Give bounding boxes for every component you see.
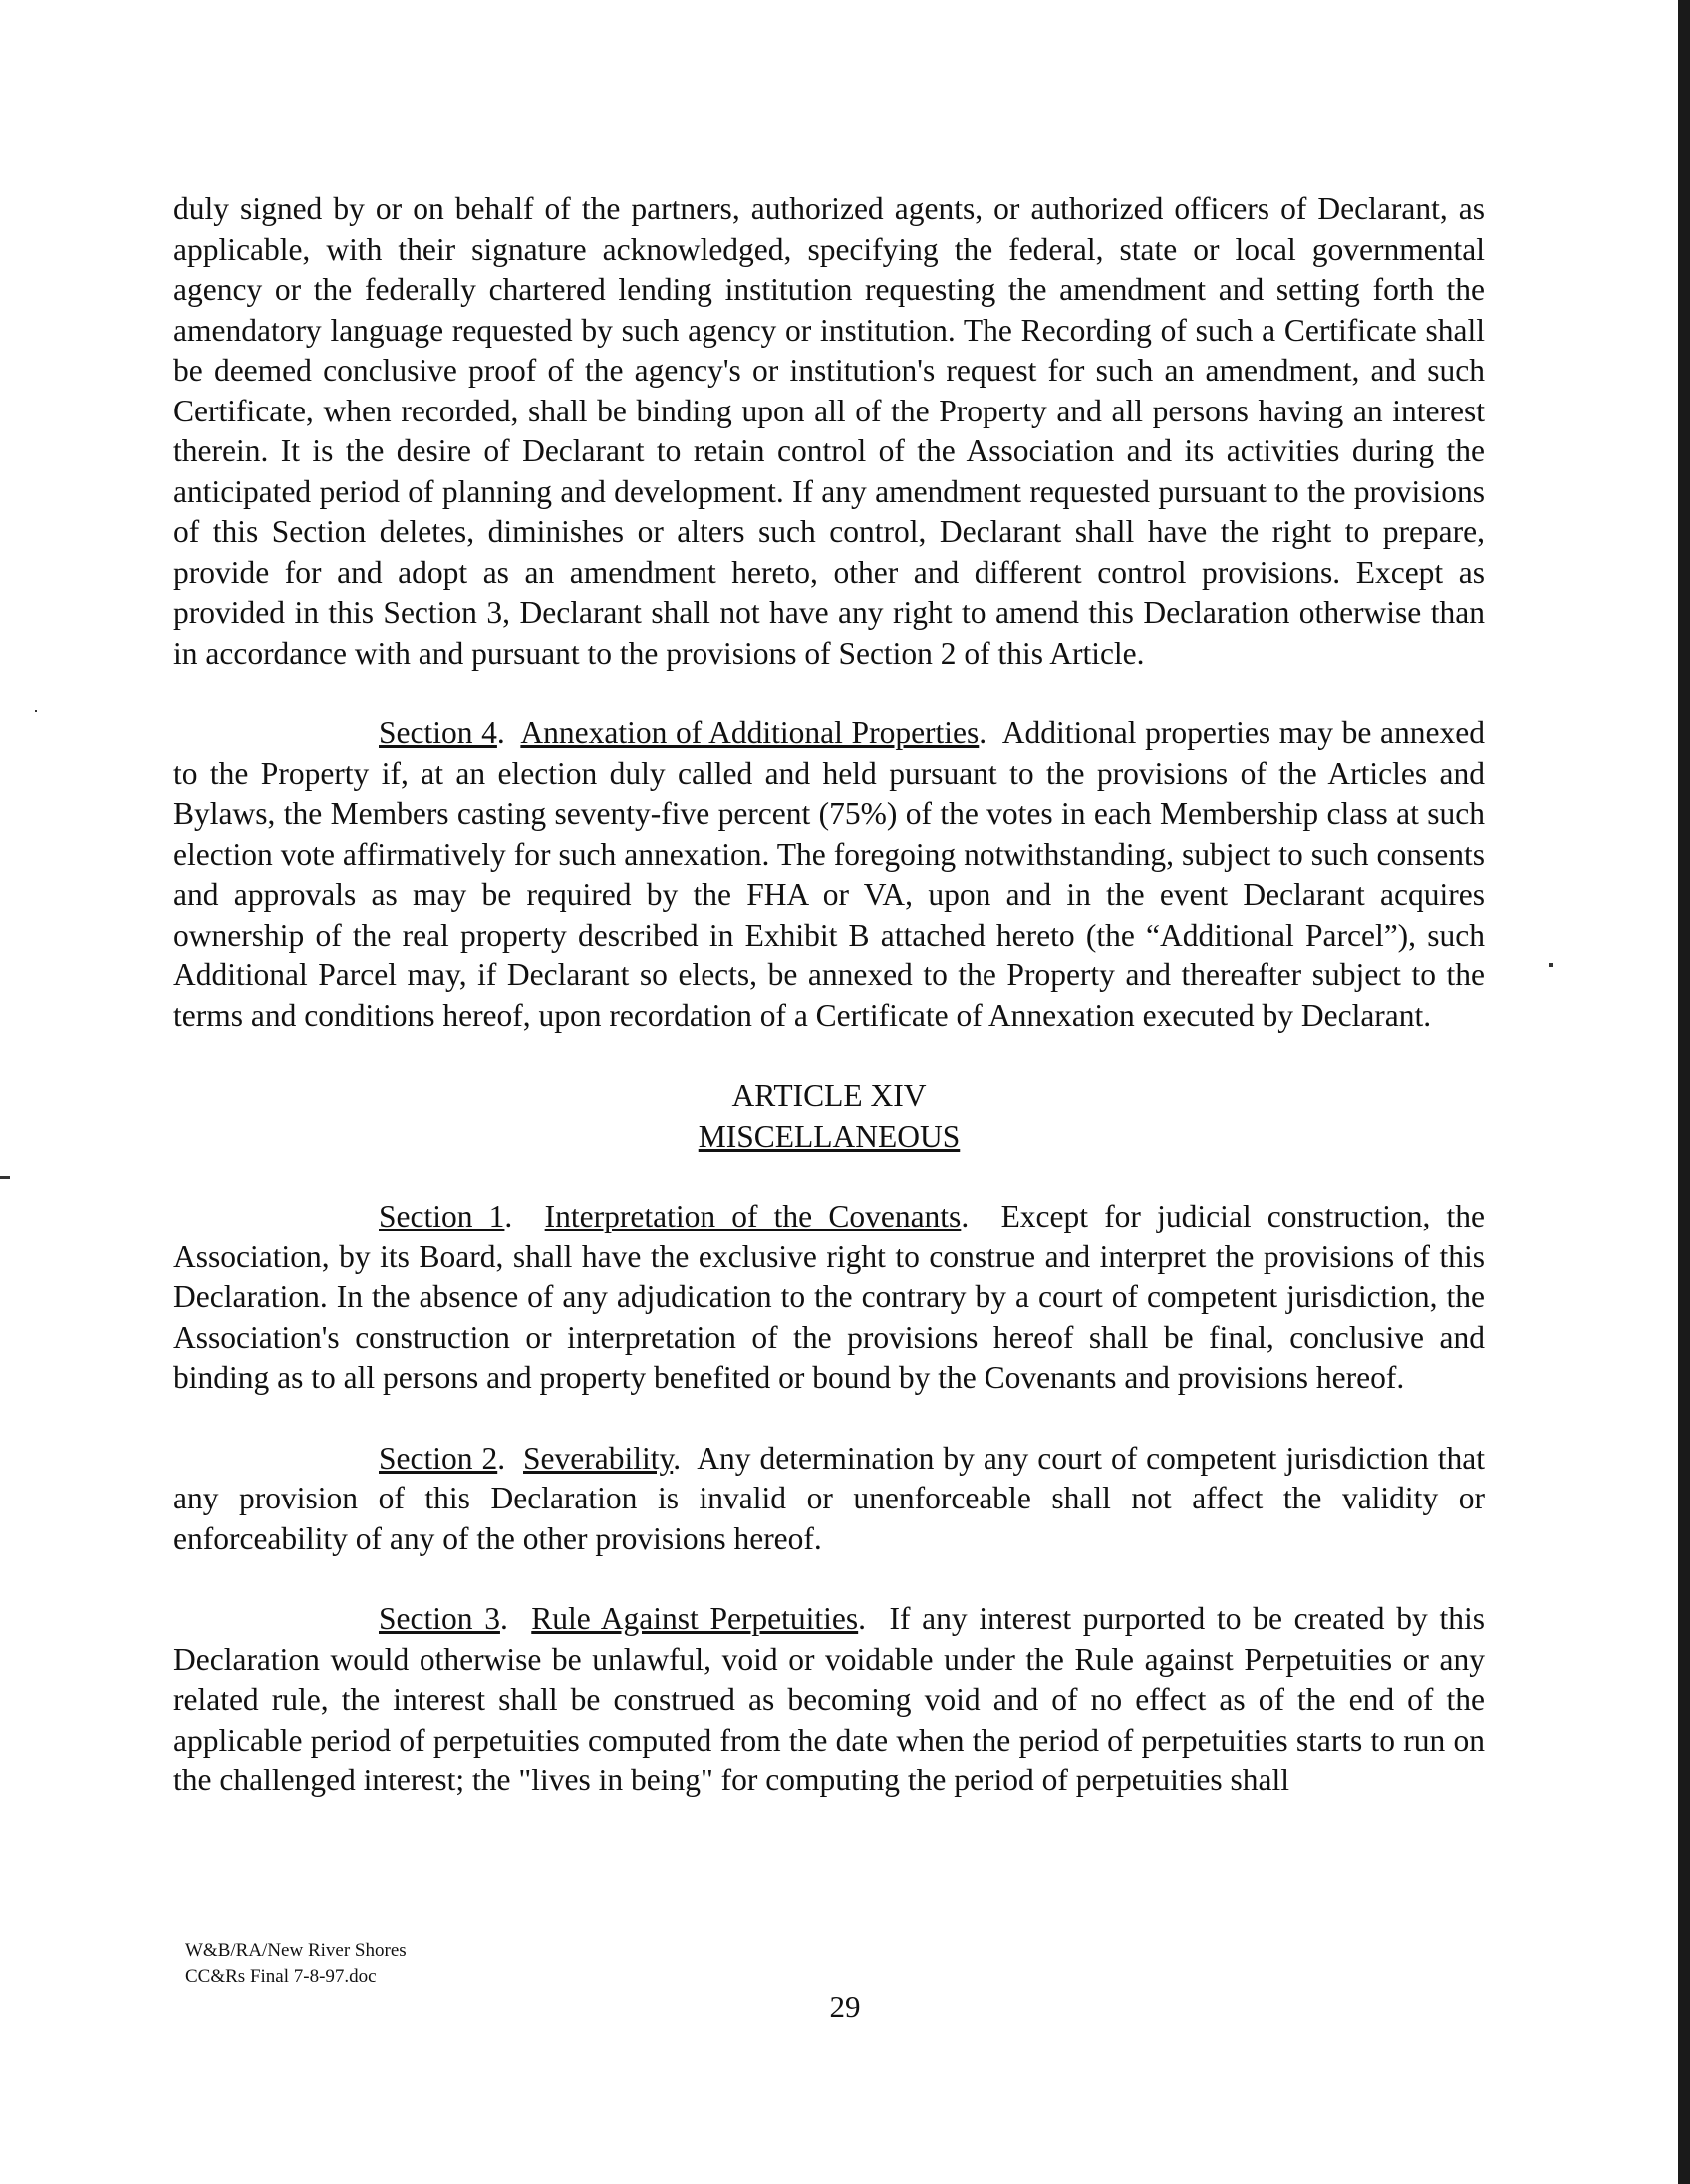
section-2-severability: Section 2. Severability. Any determination by any court of competent jurisdiction that any provision of this Declaration is invalid or unenforceable shall not affect the validity or enforceability of any of the other provisions hereof. [173, 1440, 1485, 1556]
article-title: MISCELLANEOUS [698, 1118, 961, 1154]
section-number: Section 3 [379, 1601, 500, 1636]
scan-speck [1549, 963, 1553, 967]
section-4-annexation: Section 4. Annexation of Additional Properties. Additional properties may be annexed to the Property if, at an election duly called and held pursuant to the provisions of the Articles and Bylaws, the Members casting seventy-five percent (75%) of the votes in each Membership class at such election vote affirmatively for such annexation. The foregoing notwithstanding, subject to such consents and approvals as may be required by the FHA or VA, upon and in the event Declarant acquires ownership of the real property described in Exhibit B attached hereto (the “Additional Parcel”), such Additional Parcel may, if Declarant so elects, be annexed to the Property and thereafter subject to the terms and conditions hereof, upon recordation of a Certificate of Annexation executed by Declarant. [173, 715, 1485, 1033]
section-number: Section 4 [379, 715, 497, 750]
section-1-interpretation: Section 1. Interpretation of the Covenants. Except for judicial construction, the Association, by its Board, shall have the exclusive right to construe and interpret the provisions of this Declaration. In the absence of any adjudication to the contrary by a court of competent jurisdiction, the Association's construction or interpretation of the provisions hereof shall be final, conclusive and binding as to all persons and property benefited or bound by the Covenants and provisions hereof. [173, 1199, 1485, 1395]
scan-mark [0, 1176, 10, 1179]
section-body: Any determination by any court of competent jurisdiction that any provision of this Declaration is invalid or unenforceable shall not affect the validity or enforceability of any of the other provisions hereof. [173, 1440, 1485, 1556]
document-page [173, 189, 1485, 1801]
section-3-perpetuities: Section 3. Rule Against Perpetuities. If any interest purported to be created by this Declaration would otherwise be unlawful, void or voidable under the Rule against Perpetuities or any related rule, the interest shall be construed as becoming void and of no effect as of the end of the applicable period of perpetuities computed from the date when the period of perpetuities starts to run on the challenged interest; the "lives in being" for computing the period of perpetuities shall [173, 1601, 1486, 1797]
article-number: ARTICLE XIV [731, 1078, 927, 1113]
scan-speck [35, 710, 37, 712]
footer-file-name: CC&Rs Final 7-8-97.doc [185, 1966, 377, 1987]
page-number: 29 [829, 1989, 861, 2024]
section-body: Except for judicial construction, the Association, by its Board, shall have the exclusive right to construe and interpret the provisions of this Declaration. In the absence of any adjudication to the contrary by a court of competent jurisdiction, the Association's construction or interpretation of the provisions hereof shall be final, conclusive and binding as to all persons and property benefited or bound by the Covenants and provisions hereof. [173, 1199, 1485, 1395]
section-title: Interpretation of the Covenants [544, 1199, 962, 1233]
section-title: Rule Against Perpetuities [531, 1601, 859, 1636]
document-footer [185, 1938, 407, 1990]
section-number: Section 2 [379, 1440, 498, 1476]
section-title: Severability [523, 1440, 674, 1476]
continuation-paragraph: duly signed by or on behalf of the partners, authorized agents, or authorized officers of Declarant, as applicable, with their signature acknowledged, specifying the federal, state or local governmental agency or the federally chartered lending institution requesting the amendment and setting forth the amendatory language requested by such agency or institution. The Recording of such a Certificate shall be deemed conclusive proof of the agency's or institution's request for such an amendment, and such Certificate, when recorded, shall be binding upon all of the Property and all persons having an interest therein. It is the desire of Declarant to retain control of the Association and its activities during the anticipated period of planning and development. If any amendment requested pursuant to the provisions of this Section deletes, diminishes or alters such control, Declarant shall have the right to prepare, provide for and adopt as an amendment hereto, other and different control provisions. Except as provided in this Section 3, Declarant shall not have any right to amend this Declaration otherwise than in accordance with and pursuant to the provisions of Section 2 of this Article. [173, 191, 1485, 671]
section-number: Section 1 [379, 1199, 505, 1233]
section-title: Annexation of Additional Properties [520, 715, 980, 750]
section-body: Additional properties may be annexed to the Property if, at an election duly called and held pursuant to the provisions of the Articles and Bylaws, the Members casting seventy-five percent (75%) of the votes in each Membership class at such election vote affirmatively for such annexation. The foregoing notwithstanding, subject to such consents and approvals as may be required by the FHA or VA, upon and in the event Declarant acquires ownership of the real property described in Exhibit B attached hereto (the “Additional Parcel”), such Additional Parcel may, if Declarant so elects, be annexed to the Property and thereafter subject to the terms and conditions hereof, upon recordation of a Certificate of Annexation executed by Declarant. [173, 715, 1485, 1033]
section-body: If any interest purported to be created by this Declaration would otherwise be unlawful, void or voidable under the Rule against Perpetuities or any related rule, the interest shall be construed as becoming void and of no effect as of the end of the applicable period of perpetuities computed from the date when the period of perpetuities starts to run on the challenged interest; the "lives in being" for computing the period of perpetuities shall [173, 1601, 1486, 1797]
scan-edge [1678, 0, 1690, 2184]
article-heading [173, 1076, 1485, 1157]
footer-file-path: W&B/RA/New River Shores [185, 1940, 407, 1961]
